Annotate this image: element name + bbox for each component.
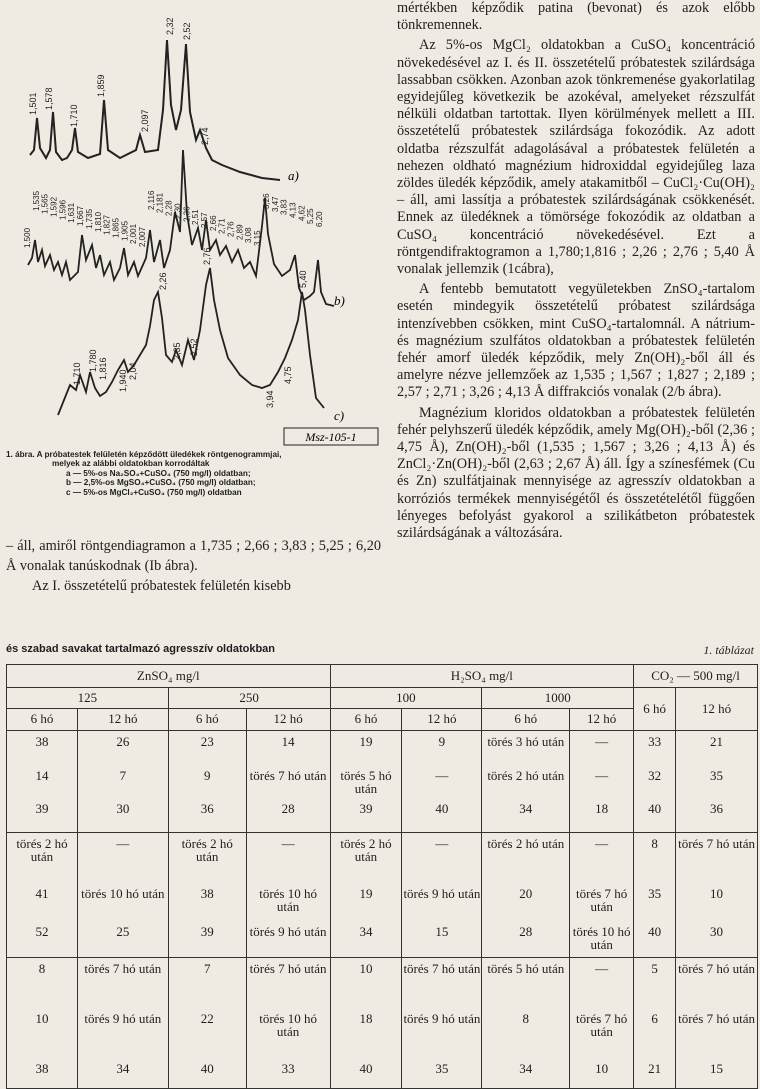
table-cell: 35 — [634, 883, 676, 921]
peak-label: 4,75 — [283, 366, 293, 384]
table-cell: 36 — [676, 798, 758, 833]
peak-label: 2,097 — [140, 109, 150, 132]
header-month-6: 6 hó — [482, 709, 570, 731]
peak-label: 4,62 — [297, 205, 307, 221]
paragraph: Az 5%-os MgCl₂ oldatokban a CuSO₄ koncentráció növekedésével az I. és II. összetételű próbatestek szilárdsága lassabban csökken. Azonban azok tönkremenése gyakorlatilag egyidejűleg következik be azokéval, amelyeket rézszulfát nélküli oldatban tartottak. Ilyen körülmények mellett a III. összetételű próbatestek szilárdsága fokozódik. Az adott oldatba rézszulfát adagolásával a próbatestek felületén a nehezen oldható magnézium hidroxiddal egyidejűleg laza zöldes üledék képződik, amely atakamitből – CuCl₂·Cu(OH)₂ – áll, ami lassítja a próbatestek szilárdságának csökkenését. Ennek az üledéknek a tömörsége fokozódik az oldatban a CuSO₄ koncentráció növekedésével. Ezt a röntgendifraktogramon a 1,780;1,816 ; 2,26 ; 2,76 ; 5,40 Å vonalak jellemzik (1cábra), — [397, 37, 755, 278]
peak-label: 2,36 — [182, 206, 192, 222]
table-cell: 38 — [7, 731, 78, 766]
table-cell: 28 — [246, 798, 330, 833]
paragraph: A fentebb bemutatott vegyületekben ZnSO₄-tartalom esetén mindegyik összetételű próbatest szilárdsága intenzívebben csökken, mint CuSO₄-tartalomnál. A nátrium- és magnézium szulfátos oldatokban a próbatestek felületén fehér amorf üledék képződik, mely Zn(OH)₂-ből áll és amelyre nézve jellemzőek az 1,535 ; 1,567 ; 1,827 ; 2,189 ; 2,57 ; 2,71 ; 3,26 ; 4,13 Å diffrakciós vonalak (2/b ábra). — [397, 281, 755, 401]
table-cell: törés 10 hó után — [570, 921, 634, 958]
table-cell: 40 — [634, 798, 676, 833]
paragraph: – áll, amiről röntgendiagramon a 1,735 ; 2,66 ; 3,83 ; 5,25 ; 6,20 Å vonalak tanúskodnak (Ib ábra). — [6, 538, 381, 574]
peak-label: 1,500 — [23, 227, 32, 248]
table-cell: 38 — [168, 883, 246, 921]
header-month-6: 6 hó — [330, 709, 402, 731]
peak-label: 2,30 — [173, 203, 183, 219]
table-body — [7, 731, 758, 1089]
table-cell: 28 — [482, 921, 570, 958]
peak-label: 2,007 — [138, 226, 147, 247]
peak-labels-c — [72, 247, 308, 408]
table-cell: 39 — [330, 798, 402, 833]
header-znso4: ZnSO₄ mg/l — [7, 665, 331, 688]
peak-label: 1,780 — [88, 349, 98, 372]
table-cell: törés 7 hó után — [676, 1008, 758, 1058]
table-cell: 23 — [168, 731, 246, 766]
peak-label: 2,71 — [217, 218, 227, 234]
table-cell: 7 — [77, 765, 168, 798]
table-cell: törés 9 hó után — [77, 1008, 168, 1058]
table-cell: törés 7 hó után — [246, 765, 330, 798]
peak-label: 2,04 — [128, 362, 138, 380]
data-table — [6, 664, 758, 1089]
table-cell: törés 3 hó után — [482, 731, 570, 766]
header-month-6: 6 hó — [168, 709, 246, 731]
table-row — [7, 798, 758, 833]
peak-label: 2,51 — [191, 209, 201, 225]
table-cell: — — [77, 833, 168, 884]
legend-a: a — 5%-os Na₂SO₄+CuSO₄ (750 mg/l) oldatban; — [66, 468, 251, 478]
peak-label: 1,735 — [84, 208, 94, 229]
peak-label: 1,827 — [102, 214, 112, 235]
header-conc-250: 250 — [168, 688, 330, 709]
peak-labels-b — [23, 190, 324, 248]
peak-label: 2,181 — [155, 192, 165, 213]
table-cell: 34 — [482, 798, 570, 833]
table-cell: 39 — [168, 921, 246, 958]
table-cell: 8 — [634, 833, 676, 884]
table-cell: 30 — [77, 798, 168, 833]
peak-label: 2,28 — [164, 200, 174, 216]
table-cell: 40 — [168, 1058, 246, 1089]
table-cell: 10 — [570, 1058, 634, 1089]
table-cell: 9 — [168, 765, 246, 798]
table-cell: törés 9 hó után — [246, 921, 330, 958]
table-cell: törés 7 hó után — [676, 958, 758, 1009]
peak-label: 1,578 — [44, 87, 54, 110]
peak-label: 1,631 — [67, 202, 77, 223]
peak-label: 2,76 — [226, 221, 236, 237]
peak-label: 1,865 — [111, 217, 121, 238]
table-cell: 14 — [7, 765, 78, 798]
table-row — [7, 883, 758, 921]
paragraph: Magnézium kloridos oldatokban a próbatestek felületén fehér pelyhszerű üledék képződik, amely Mg(OH)₂-ből (2,36 ; 4,75 Å), Zn(OH)₂-ből (1,535 ; 1,567 ; 3,26 ; 4,13 Å) és ZnCl₂·Zn(OH)₂-ből (2,63 ; 2,67 Å) áll. Így a színesfémek (Cu és Zn) szulfátjainak mennyisége az agresszív oldatokban a korróziós termékek mennyiségétől és összetételétől függően lényeges befolyást gyakorol a szilikátbeton próbatestek szilárdságának a változására. — [397, 404, 755, 542]
table-cell: törés 5 hó után — [482, 958, 570, 1009]
peak-label: 2,116 — [146, 190, 156, 210]
table-caption — [6, 643, 756, 661]
header-conc-125: 125 — [7, 688, 169, 709]
peak-label: 1,535 — [31, 190, 41, 211]
table-cell: 5 — [634, 958, 676, 1009]
table-cell: törés 7 hó után — [570, 1008, 634, 1058]
table-cell: 36 — [168, 798, 246, 833]
table-cell: törés 7 hó után — [676, 833, 758, 884]
peak-label: 5,25 — [306, 208, 316, 224]
peak-label: 3,15 — [253, 230, 263, 246]
table-cell: 6 — [634, 1008, 676, 1058]
curve-a-label: a) — [288, 168, 299, 183]
table-cell: törés 10 hó után — [77, 883, 168, 921]
table-row — [7, 731, 758, 766]
peak-label: 1,596 — [58, 199, 68, 220]
table-cell: törés 2 hó után — [482, 765, 570, 798]
peak-label: 3,26 — [261, 193, 271, 209]
curve-c-label: c) — [334, 408, 345, 423]
peak-label: 1,592 — [49, 196, 59, 217]
table-cell: törés 2 hó után — [168, 833, 246, 884]
peak-label: 2,52 — [189, 338, 199, 356]
peak-label: 2,66 — [208, 215, 218, 231]
header-month-12: 12 hó — [246, 709, 330, 731]
peak-label: 6,20 — [315, 211, 324, 227]
header-month-12: 12 hó — [570, 709, 634, 731]
table-cell: 8 — [7, 958, 78, 1009]
table-cell: — — [570, 731, 634, 766]
table-cell: törés 2 hó után — [482, 833, 570, 884]
table-cell: 35 — [402, 1058, 482, 1089]
peak-label: 3,47 — [270, 196, 280, 212]
header-month-12: 12 hó — [676, 688, 758, 731]
table-cell: 40 — [402, 798, 482, 833]
header-h2so4: H₂SO₄ mg/l — [330, 665, 634, 688]
xrd-diffractograms — [0, 0, 392, 450]
table-cell: 18 — [330, 1008, 402, 1058]
table-cell: 18 — [570, 798, 634, 833]
table-row — [7, 958, 758, 1009]
header-month-6: 6 hó — [634, 688, 676, 731]
peak-label: 3,94 — [265, 390, 275, 408]
xrd-figure — [0, 0, 392, 497]
header-co2: CO₂ — 500 mg/l — [634, 665, 758, 688]
peak-label: 2,57 — [200, 212, 209, 228]
peak-label: 1,667 — [76, 205, 86, 226]
table-row — [7, 833, 758, 884]
table-cell: 38 — [7, 1058, 78, 1089]
table-number: 1. táblázat — [703, 643, 754, 657]
table-cell: 34 — [77, 1058, 168, 1089]
table-cell: 40 — [634, 921, 676, 958]
table-cell: 10 — [330, 958, 402, 1009]
table-cell: — — [246, 833, 330, 884]
peak-label: 1,565 — [40, 193, 50, 214]
table-cell: 9 — [402, 731, 482, 766]
peak-label: 4,13 — [288, 202, 298, 218]
peak-label: 3,83 — [279, 199, 289, 215]
table-cell: törés 7 hó után — [246, 958, 330, 1009]
table-cell: törés 10 hó után — [246, 1008, 330, 1058]
peak-label: 2,89 — [235, 224, 245, 240]
table-cell: 33 — [246, 1058, 330, 1089]
table-cell: — — [570, 958, 634, 1009]
table-cell: 21 — [634, 1058, 676, 1089]
legend-c: c — 5%-os MgCl₂+CuSO₄ (750 mg/l) oldatban — [66, 487, 242, 497]
table-cell: törés 7 hó után — [402, 958, 482, 1009]
peak-label: 5,40 — [298, 270, 308, 288]
table-cell: — — [570, 833, 634, 884]
table-row — [7, 765, 758, 798]
table-cell: törés 7 hó után — [570, 883, 634, 921]
table-cell: 10 — [676, 883, 758, 921]
table-row — [7, 1058, 758, 1089]
peak-label: 1,905 — [120, 220, 130, 241]
header-month-6: 6 hó — [7, 709, 78, 731]
header-month-12: 12 hó — [77, 709, 168, 731]
table-title: és szabad savakat tartalmazó agresszív oldatokban — [6, 643, 276, 655]
table-cell: 32 — [634, 765, 676, 798]
peak-label: 2,52 — [182, 22, 192, 40]
table-cell: — — [402, 833, 482, 884]
table-cell: 20 — [482, 883, 570, 921]
peak-label: 1,710 — [69, 104, 79, 127]
table-cell: 33 — [634, 731, 676, 766]
table-cell: 21 — [676, 731, 758, 766]
peak-label: 2,74 — [200, 127, 210, 145]
table-cell: 8 — [482, 1008, 570, 1058]
table-cell: 15 — [402, 921, 482, 958]
peak-label: 1,940 — [118, 369, 128, 392]
table-cell: törés 9 hó után — [402, 1008, 482, 1058]
table-cell: 7 — [168, 958, 246, 1009]
table-cell: 34 — [482, 1058, 570, 1089]
peak-label: 2,32 — [165, 17, 175, 35]
peak-label: 2,35 — [172, 342, 182, 360]
peak-label: 1,810 — [93, 211, 103, 232]
table-cell: 41 — [7, 883, 78, 921]
table-cell: 52 — [7, 921, 78, 958]
header-conc-100: 100 — [330, 688, 482, 709]
paragraph: Az I. összetételű próbatestek felületén kisebb — [32, 578, 291, 594]
table-cell: törés 10 hó után — [246, 883, 330, 921]
table-cell: 35 — [676, 765, 758, 798]
table-cell: 34 — [330, 921, 402, 958]
legend-b: b — 2,5%-os MgSO₄+CuSO₄ (750 mg/l) oldatban; — [66, 478, 256, 488]
table-cell: 14 — [246, 731, 330, 766]
header-month-12: 12 hó — [402, 709, 482, 731]
caption-subtitle: melyek az alábbi oldatokban korrodáltak — [52, 459, 210, 469]
table-cell: törés 2 hó után — [7, 833, 78, 884]
table-cell: törés 2 hó után — [330, 833, 402, 884]
curve-b-label: b) — [334, 293, 345, 308]
paragraph: mértékben képződik patina (bevonat) és azok előbb tönkremennek. — [397, 0, 755, 34]
table-row — [7, 921, 758, 958]
table-row — [7, 1008, 758, 1058]
curve-a — [30, 40, 280, 180]
left-column-text — [6, 536, 381, 596]
table-cell: 30 — [676, 921, 758, 958]
table-cell: törés 9 hó után — [402, 883, 482, 921]
peak-label: 1,501 — [28, 92, 38, 115]
peak-label: 1,710 — [72, 362, 82, 385]
figure-caption — [6, 450, 381, 497]
table-cell: 19 — [330, 883, 402, 921]
table-cell: 39 — [7, 798, 78, 833]
peak-label: 1,859 — [96, 74, 106, 97]
peak-label: 1,816 — [98, 357, 108, 380]
header-conc-1000: 1000 — [482, 688, 634, 709]
right-column-text — [397, 0, 755, 545]
table-cell: — — [402, 765, 482, 798]
table-cell: törés 5 hó után — [330, 765, 402, 798]
table-cell: 25 — [77, 921, 168, 958]
table-cell: 26 — [77, 731, 168, 766]
peak-label: 2,76 — [202, 247, 212, 265]
peak-label: 2,001 — [129, 223, 139, 244]
table-cell: 19 — [330, 731, 402, 766]
table-cell: — — [570, 765, 634, 798]
peak-label: 3,08 — [244, 227, 254, 243]
table-cell: 10 — [7, 1008, 78, 1058]
peak-label: 2,26 — [158, 272, 168, 290]
table-cell: 15 — [676, 1058, 758, 1089]
table-cell: törés 7 hó után — [77, 958, 168, 1009]
stamp-text: Msz-105-1 — [305, 430, 357, 444]
table-cell: 22 — [168, 1008, 246, 1058]
caption-title: 1. ábra. A próbatestek felületén képződött üledékek röntgenogrammjai, — [6, 450, 282, 459]
table-cell: 40 — [330, 1058, 402, 1089]
